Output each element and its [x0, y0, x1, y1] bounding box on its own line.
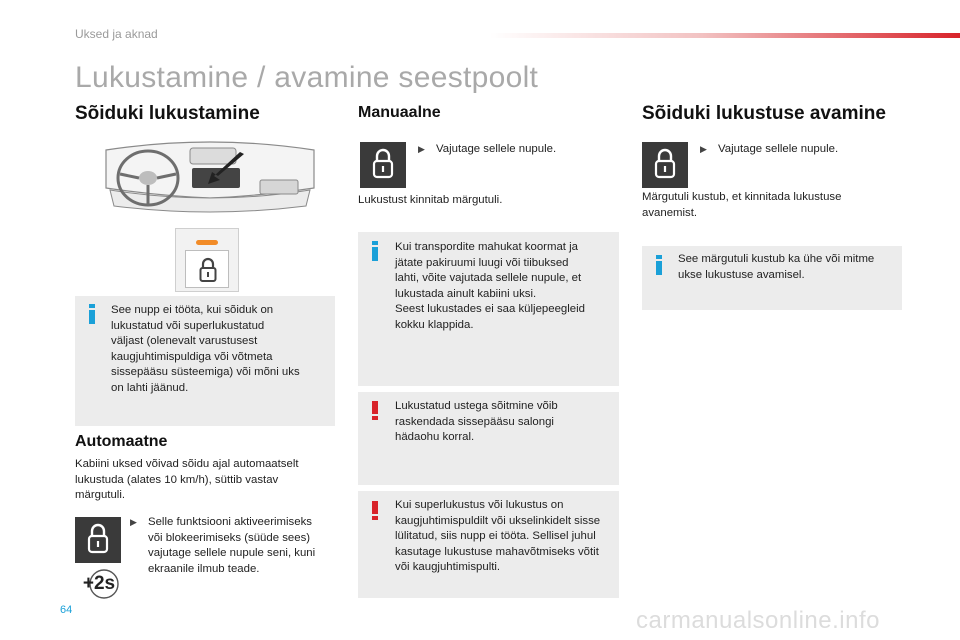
heading-manual: Manuaalne	[358, 104, 441, 121]
info-text: See märgutuli kustub ka ühe või mitme ukse lukustuse avamisel.	[678, 253, 875, 281]
auto-text: Kabiini uksed võivad sõidu ajal automaatselt lukustuda (alates 10 km/h), süttib vastav märgutuli.	[75, 458, 299, 501]
warning-box-2	[358, 491, 619, 598]
header-section-label: Uksed ja aknad	[75, 27, 158, 41]
heading-vehicle-unlocking: Sõiduki lukustuse avamine	[642, 103, 886, 124]
lock-icon	[186, 251, 230, 289]
unlock-text: Märgutuli kustub, et kinnitada lukustuse avanemist.	[642, 191, 842, 219]
lock-button-unlock	[642, 142, 688, 188]
header-accent-bar	[490, 33, 960, 38]
bullet-icon: ▶	[418, 144, 425, 154]
info-box-middle	[358, 232, 619, 386]
warning-box-1	[358, 392, 619, 485]
info-text: Kui transpordite mahukat koormat ja jätate pakiruumi luugi või tiibuksed lahti, võite vajutada sellele nupule, et lukustada ainult kabiini uksi. Seest lukustades ei saa küljepeegleid kokku klappida.	[395, 241, 585, 331]
lock-icon	[360, 142, 406, 188]
info-box-left	[75, 296, 335, 426]
auto-bullet-text: Selle funktsiooni aktiveerimiseks või blokeerimiseks (süüde sees) vajutage sellele nupule seni, kuni ekraanile ilmub teade.	[148, 516, 316, 575]
warning-text: Lukustatud ustega sõitmine võib raskendada sissepääsu salongi hädaohu korral.	[395, 400, 558, 443]
warning-text: Kui superlukustus või lukustus on kaugjuhtimispuldilt või ukselinkidelt sisse lülitatud, siis nupp ei tööta. Sellisel juhul kasutage lukustuse mahavõtmiseks võtit või kaugjuhtimispulti.	[395, 499, 601, 573]
indicator-light	[196, 240, 218, 245]
lock-icon	[75, 517, 121, 563]
bullet-icon: ▶	[700, 144, 707, 154]
manual-bullet-text: Vajutage sellele nupule.	[436, 143, 557, 155]
lock-icon	[642, 142, 688, 188]
lock-button-manual	[360, 142, 406, 188]
page-number: 64	[60, 604, 73, 616]
hold-2s-label: +2s	[82, 573, 116, 594]
info-box-right	[642, 246, 902, 310]
heading-vehicle-locking: Sõiduki lukustamine	[75, 103, 260, 124]
info-text: See nupp ei tööta, kui sõiduk on lukustatud või superlukustatud väljast (olenevalt varustusest kaugjuhtimispuldiga või võtmeta sissepääsu süsteemiga) või mõni uks on lahti jäänud.	[111, 304, 300, 394]
lock-button-auto	[75, 517, 121, 563]
bullet-icon: ▶	[130, 517, 137, 527]
dashboard-illustration	[100, 136, 320, 218]
page-title: Lukustamine / avamine seestpoolt	[75, 61, 539, 94]
manual-confirm-text: Lukustust kinnitab märgutuli.	[358, 194, 503, 206]
hold-2s-icon	[78, 568, 120, 600]
lock-button	[185, 250, 229, 288]
watermark: carmanualsonline.info	[636, 607, 880, 634]
lock-switch-panel	[175, 228, 239, 292]
heading-automatic: Automaatne	[75, 433, 168, 450]
unlock-bullet-text: Vajutage sellele nupule.	[718, 143, 839, 155]
